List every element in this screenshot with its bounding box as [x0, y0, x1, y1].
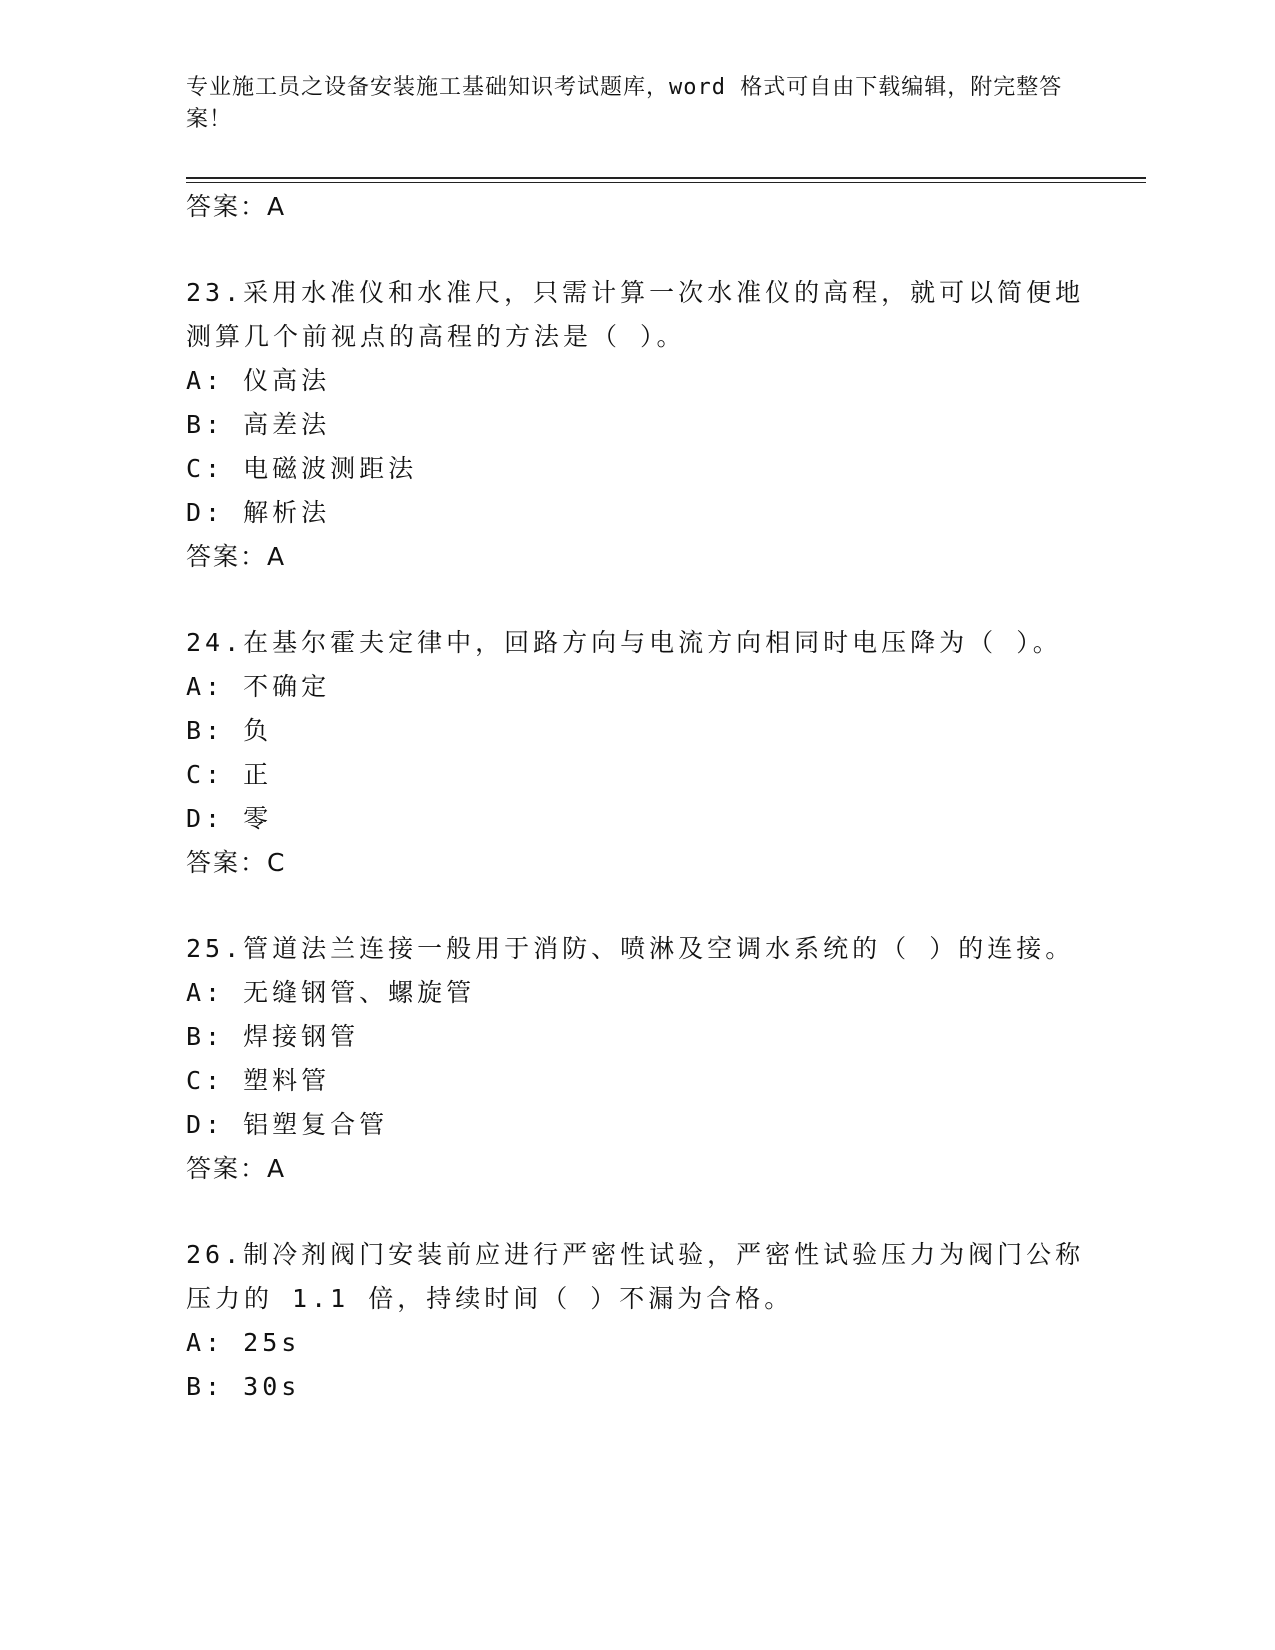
question-stem: 测算几个前视点的高程的方法是（ ）。 [186, 322, 686, 351]
option-b: B: 负 [186, 716, 273, 745]
option-a: A: 无缝钢管、螺旋管 [186, 978, 476, 1007]
question-stem: 23.采用水准仪和水准尺，只需计算一次水准仪的高程，就可以简便地 [186, 278, 1085, 307]
option-a: A: 25s [186, 1328, 301, 1357]
question-stem: 压力的 1.1 倍，持续时间（ ）不漏为合格。 [186, 1284, 794, 1313]
option-a: A: 不确定 [186, 672, 331, 701]
option-c: C: 塑料管 [186, 1066, 331, 1095]
document-header: 专业施工员之设备安装施工基础知识考试题库，word 格式可自由下载编辑，附完整答案！ [186, 75, 1063, 132]
option-c: C: 电磁波测距法 [186, 454, 418, 483]
question-stem: 24.在基尔霍夫定律中，回路方向与电流方向相同时电压降为（ ）。 [186, 628, 1062, 657]
question-stem: 26.制冷剂阀门安装前应进行严密性试验，严密性试验压力为阀门公称 [186, 1240, 1085, 1269]
option-d: D: 解析法 [186, 498, 331, 527]
answer-line: 答案：A [186, 542, 287, 571]
header-divider-thin [186, 182, 1146, 183]
option-d: D: 零 [186, 804, 273, 833]
question-stem: 25.管道法兰连接一般用于消防、喷淋及空调水系统的（ ）的连接。 [186, 934, 1075, 963]
option-b: B: 30s [186, 1372, 301, 1401]
answer-line: 答案：A [186, 1154, 287, 1183]
option-b: B: 焊接钢管 [186, 1022, 360, 1051]
option-c: C: 正 [186, 760, 273, 789]
answer-line: 答案：C [186, 848, 287, 877]
answer-line: 答案：A [186, 192, 287, 221]
option-b: B: 高差法 [186, 410, 331, 439]
option-a: A: 仪高法 [186, 366, 331, 395]
option-d: D: 铝塑复合管 [186, 1110, 389, 1139]
header-divider [186, 177, 1146, 179]
